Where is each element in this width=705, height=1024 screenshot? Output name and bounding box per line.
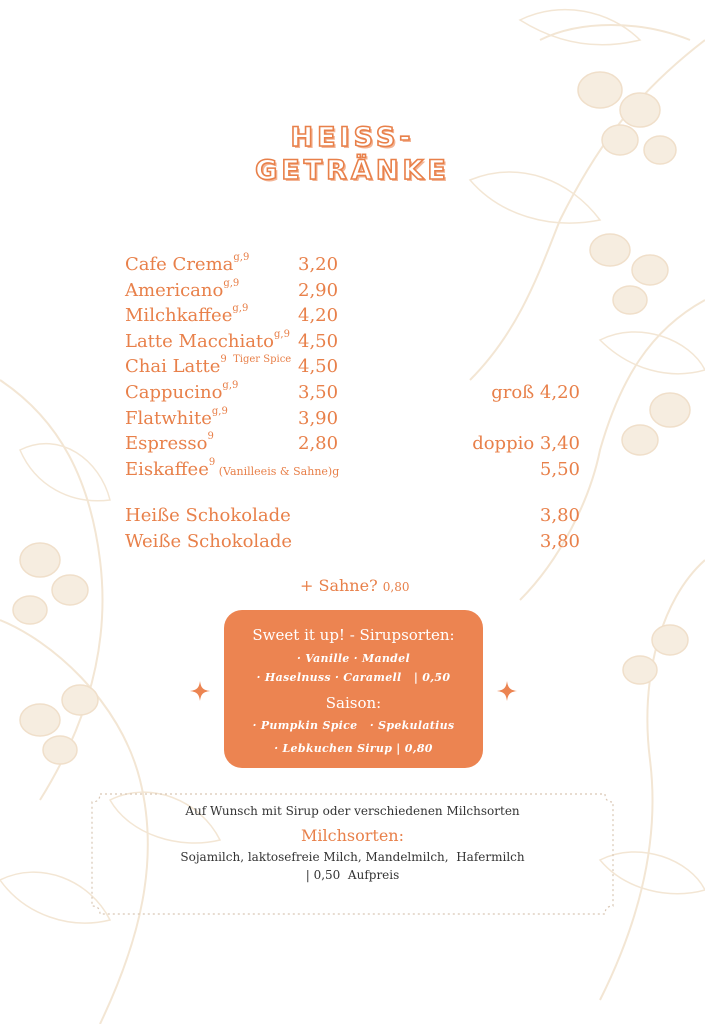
season-heading: Saison: (325, 694, 382, 712)
milk-note-line: Sojamilch, laktosefreie Milch, Mandelmilch, Hafermilch (180, 850, 525, 864)
page-title-line-1: HEISS- (290, 122, 415, 153)
milk-note-line: | 0,50 Aufpreis (305, 868, 400, 882)
sirup-line: · Haselnuss · Caramell | 0,50 (256, 671, 451, 684)
menu-item: Chai Latte$^{9 Tiger Spice}$ 4,50 (125, 354, 339, 377)
four-point-star-icon (497, 681, 517, 701)
sirup-heading: Sweet it up! - Sirupsorten: (252, 626, 455, 644)
menu-item: Heiße Schokolade 3,80 (125, 505, 580, 526)
sirup-line: · Lebkuchen Sirup | 0,80 (274, 742, 433, 755)
menu-item: Milchkaffee$^{g,9}$ 4,20 (125, 303, 339, 326)
menu-item: Latte Macchiato$^{g,9}$ 4,50 (125, 329, 339, 352)
sirup-box (224, 610, 483, 768)
menu-item: Espresso$^9$ 2,80 doppio 3,40 (125, 431, 580, 454)
page-title-line-2: GETRÄNKE (255, 155, 450, 186)
menu-item: Weiße Schokolade 3,80 (125, 531, 580, 552)
menu-item: Americano$^{g,9}$ 2,90 (125, 278, 339, 301)
milk-note-line: Auf Wunsch mit Sirup oder verschiedenen Milchsorten (185, 804, 520, 818)
sahne-addon: + Sahne? 0,80 (300, 576, 410, 595)
menu-item: Cappucino$^{g,9}$ 3,50 groß 4,20 (125, 380, 580, 403)
menu-item: Flatwhite$^{g,9}$ 3,90 (125, 406, 339, 429)
menu-item: Eiskaffee$^9$ (Vanilleeis & Sahne)g 5,50 (125, 457, 580, 480)
sirup-line: · Vanille · Mandel (297, 652, 410, 665)
four-point-star-icon (190, 681, 210, 701)
sirup-line: · Pumpkin Spice · Spekulatius (252, 719, 455, 732)
milk-heading: Milchsorten: (301, 826, 404, 845)
menu-item: Cafe Crema$^{g,9}$ 3,20 (125, 252, 339, 275)
